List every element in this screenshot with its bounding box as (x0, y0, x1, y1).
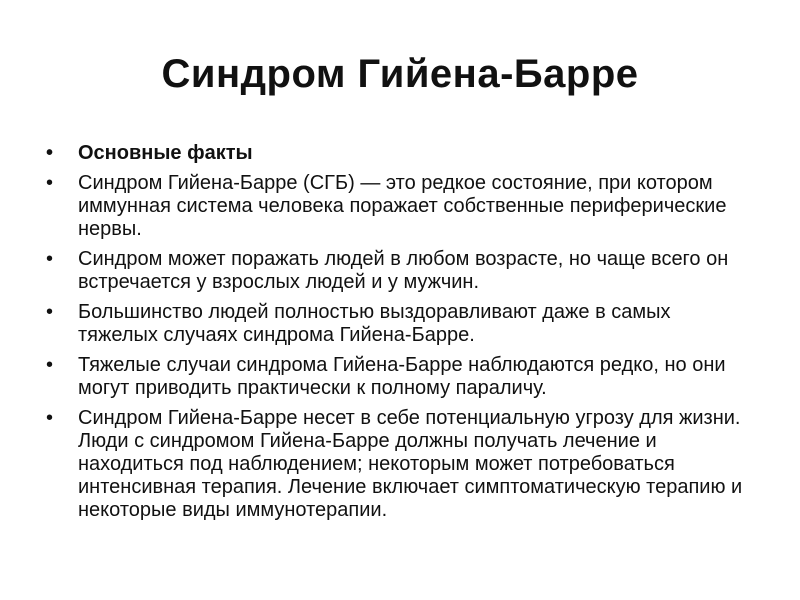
bullet-item (44, 407, 744, 522)
bullet-marker-icon: • (46, 407, 54, 429)
bullet-text: Большинство людей полностью выздоравливают даже в самых тяжелых случаях синдрома Гийена-Барре. (78, 301, 671, 346)
bullet-item (44, 301, 744, 347)
bullet-marker-icon: • (46, 172, 54, 194)
bullet-marker-icon: • (46, 301, 54, 323)
bullet-item (44, 354, 744, 400)
bullet-text: Тяжелые случаи синдрома Гийена-Барре наблюдаются редко, но они могут приводить практически к полному параличу. (78, 354, 726, 399)
bullet-marker-icon: • (46, 142, 54, 164)
bullet-text: Синдром может поражать людей в любом возрасте, но чаще всего он встречается у взрослых людей и у мужчин. (78, 248, 729, 293)
bullet-text: Синдром Гийена-Барре (СГБ) — это редкое состояние, при котором иммунная система человека поражает собственные периферические нервы. (78, 172, 727, 240)
bullet-item-heading (44, 142, 744, 165)
bullet-item (44, 248, 744, 294)
bullet-marker-icon: • (46, 248, 54, 270)
slide-title: Синдром Гийена-Барре (161, 52, 639, 96)
bullet-marker-icon: • (46, 354, 54, 376)
bullet-text: Синдром Гийена-Барре несет в себе потенциальную угрозу для жизни. Люди с синдромом Гийена-Барре должны получать лечение и находиться под наблюдением; некоторым может потребоваться интенсивная терапия. Лечение включает симптоматическую терапию и некоторые виды иммунотерапии. (78, 407, 743, 521)
bullet-item (44, 172, 744, 241)
bullet-list (44, 142, 744, 529)
bullet-text: Основные факты (78, 142, 253, 164)
